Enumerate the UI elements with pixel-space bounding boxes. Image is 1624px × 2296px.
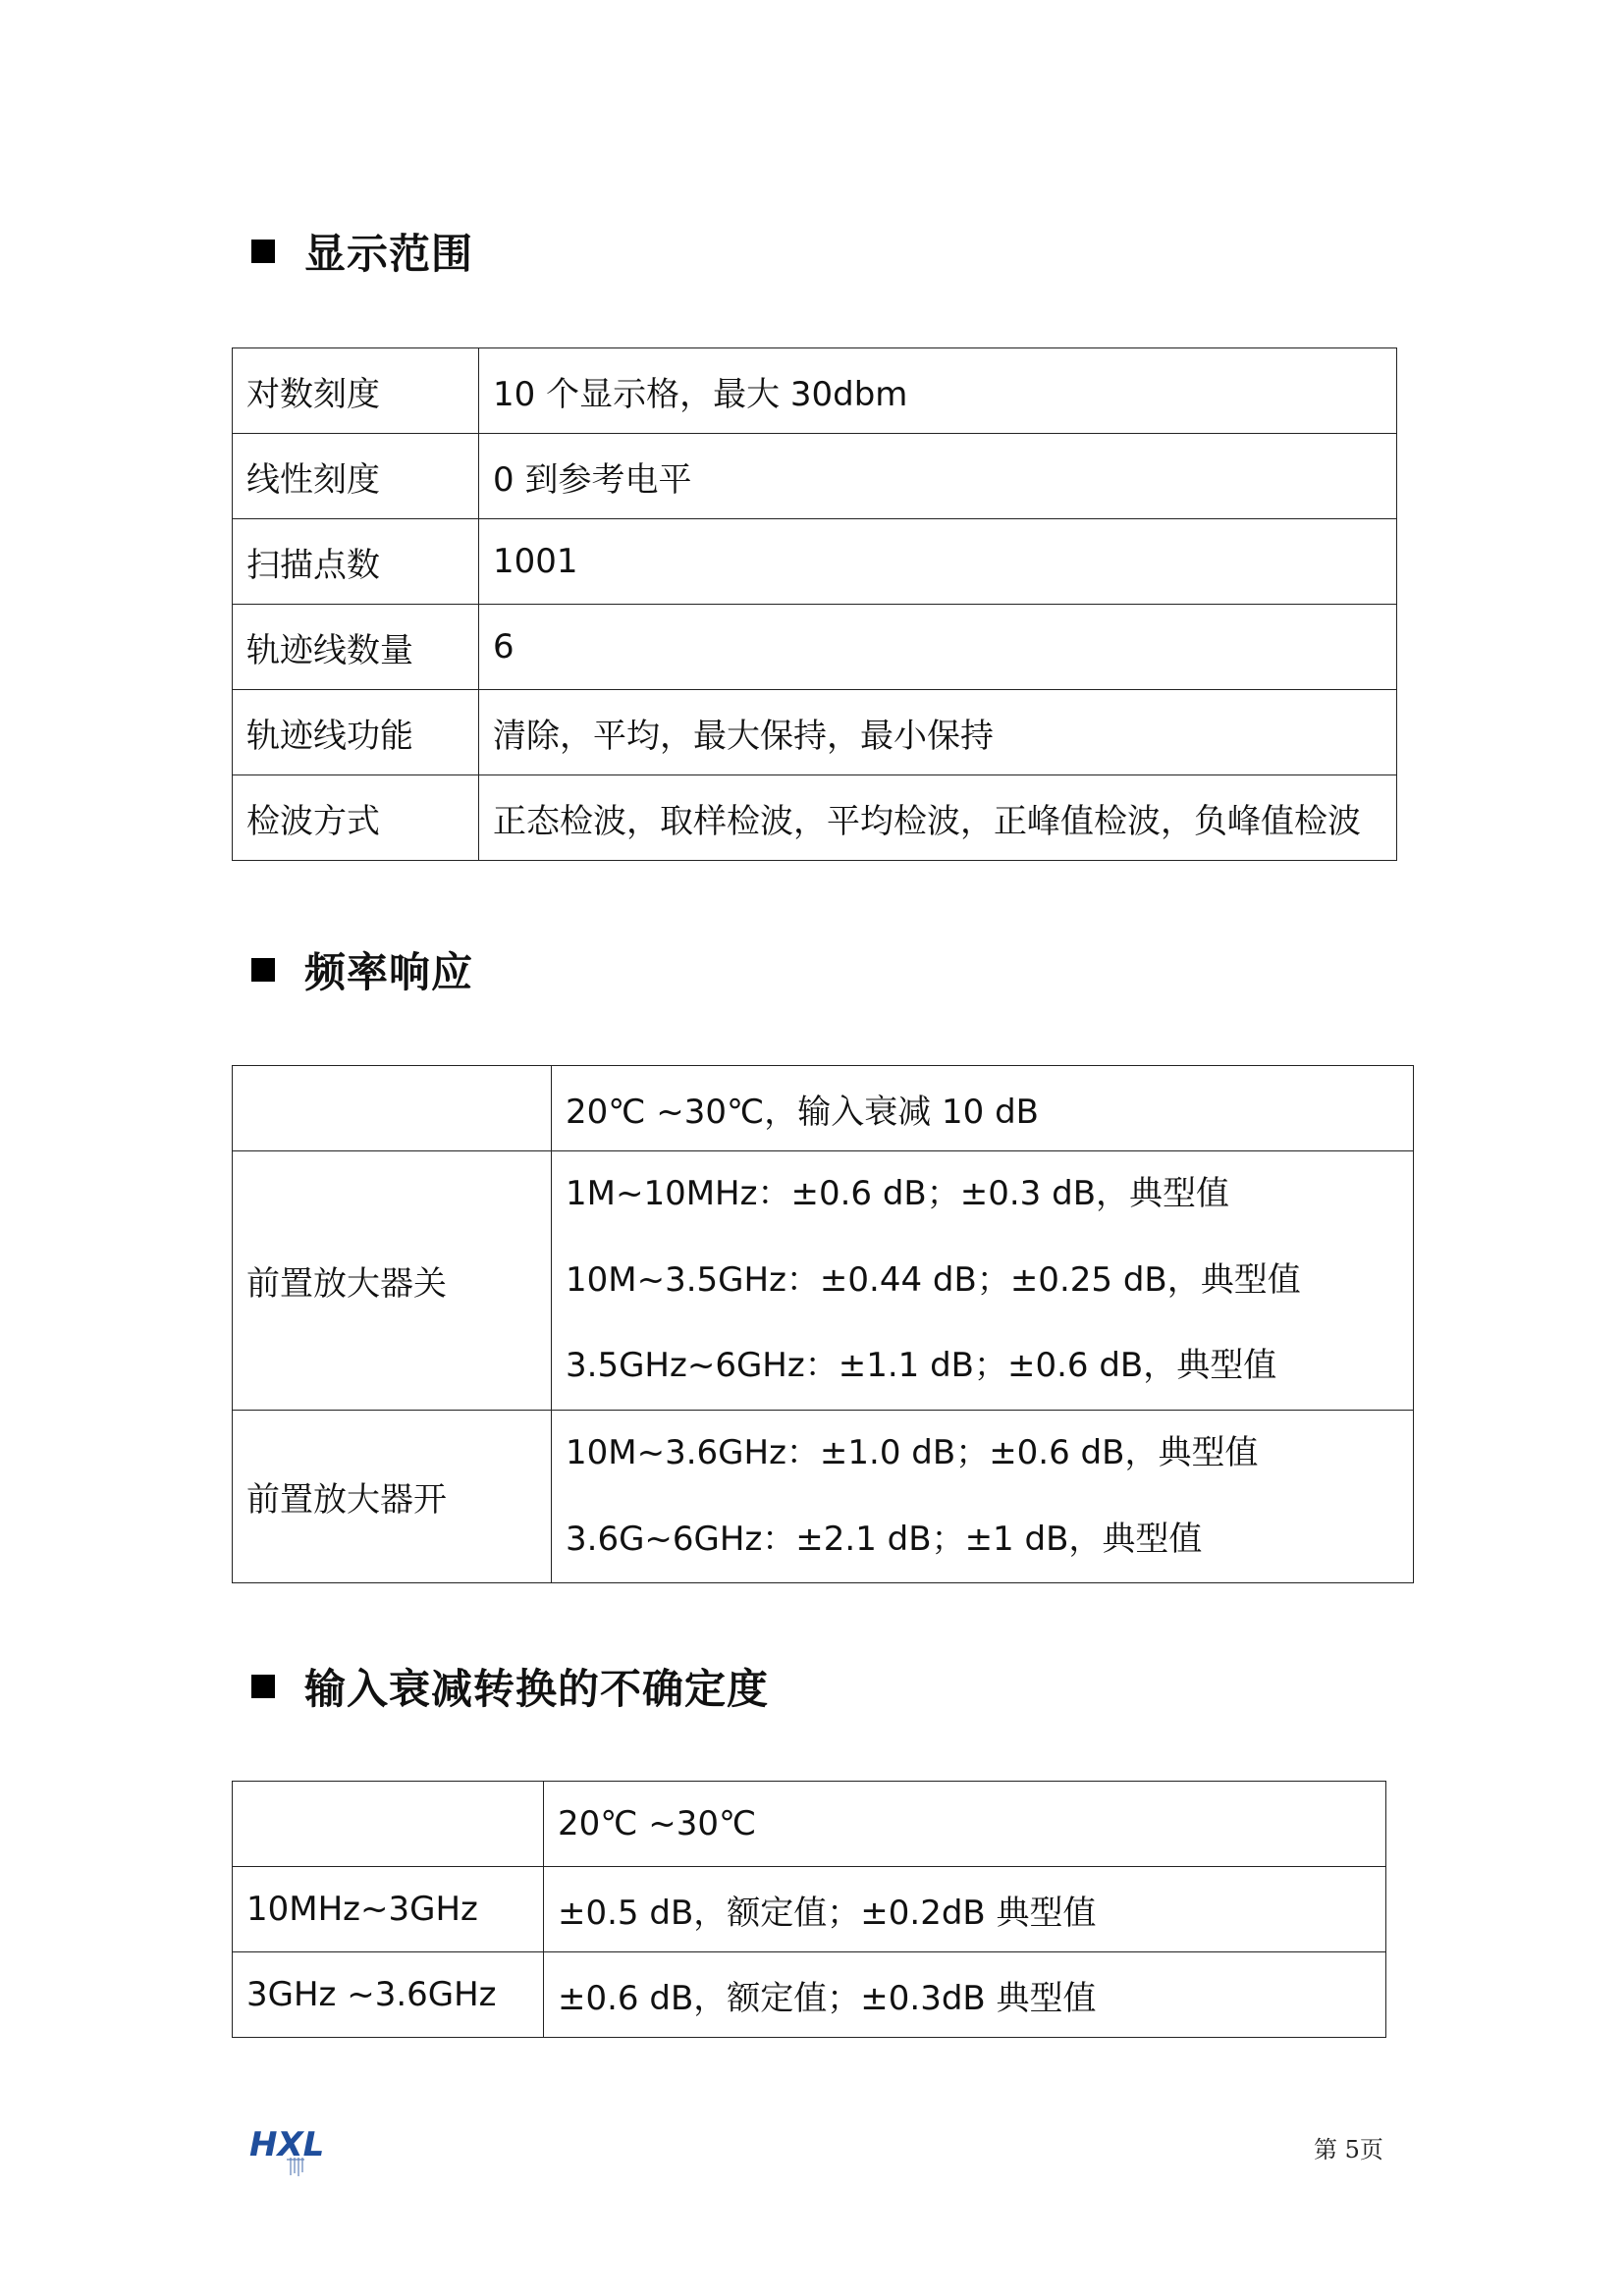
- table-row: [233, 1952, 1386, 2038]
- table-row: [233, 519, 1397, 605]
- spec-line: 10M~3.6GHz：±1.0 dB；±0.6 dB，典型值: [566, 1433, 1259, 1472]
- spec-line: 3.6G~6GHz：±2.1 dB；±1 dB，典型值: [566, 1519, 1203, 1559]
- row-value: 1001: [479, 519, 1397, 605]
- row-label: 前置放大器关: [233, 1151, 552, 1411]
- row-label: 线性刻度: [233, 434, 479, 519]
- row-label: 3GHz ~3.6GHz: [233, 1952, 544, 2038]
- row-label: 轨迹线数量: [233, 605, 479, 690]
- table-row: [233, 775, 1397, 861]
- table-row: [233, 690, 1397, 775]
- table-row: [233, 1867, 1386, 1952]
- section-title: 频率响应: [304, 948, 474, 996]
- display-range-table: [232, 347, 1397, 861]
- row-label: 10MHz~3GHz: [233, 1867, 544, 1952]
- table-row: [233, 348, 1397, 434]
- header-label: [233, 1782, 544, 1867]
- section-title: 输入衰减转换的不确定度: [304, 1665, 770, 1713]
- spec-line: 1M~10MHz：±0.6 dB；±0.3 dB，典型值: [566, 1174, 1230, 1214]
- row-value: 正态检波，取样检波，平均检波，正峰值检波，负峰值检波: [479, 775, 1397, 861]
- row-label: 扫描点数: [233, 519, 479, 605]
- square-bullet-icon: [251, 958, 275, 982]
- header-value: 20℃ ~30℃，输入衰减 10 dB: [552, 1066, 1414, 1151]
- header-value: 20℃ ~30℃: [544, 1782, 1386, 1867]
- frequency-response-table: [232, 1065, 1414, 1583]
- row-value: 10 个显示格，最大 30dbm: [479, 348, 1397, 434]
- table-row: [233, 605, 1397, 690]
- row-value: 0 到参考电平: [479, 434, 1397, 519]
- square-bullet-icon: [251, 240, 275, 263]
- row-value-lines: [552, 1411, 1414, 1583]
- page-number: 第 5页: [1314, 2136, 1383, 2163]
- row-label: 检波方式: [233, 775, 479, 861]
- section-heading-display-range: [251, 222, 473, 281]
- spec-line: 10M~3.5GHz：±0.44 dB；±0.25 dB，典型值: [566, 1259, 1301, 1300]
- row-value-lines: [552, 1151, 1414, 1411]
- table-header-row: [233, 1782, 1386, 1867]
- row-value: 清除，平均，最大保持，最小保持: [479, 690, 1397, 775]
- section-heading-attenuation-uncertainty: [251, 1657, 769, 1716]
- table-row: [233, 434, 1397, 519]
- section-title: 显示范围: [304, 230, 474, 278]
- row-label: 前置放大器开: [233, 1411, 552, 1583]
- spec-line: 3.5GHz~6GHz：±1.1 dB；±0.6 dB，典型值: [566, 1346, 1277, 1386]
- table-header-row: [233, 1066, 1414, 1151]
- row-label: 对数刻度: [233, 348, 479, 434]
- row-value: ±0.5 dB，额定值；±0.2dB 典型值: [544, 1867, 1386, 1952]
- table-row: [233, 1151, 1414, 1411]
- hxl-logo-icon: [247, 2120, 355, 2179]
- header-label: [233, 1066, 552, 1151]
- square-bullet-icon: [251, 1675, 275, 1698]
- svg-text:HXL: HXL: [249, 2125, 325, 2164]
- attenuation-uncertainty-table: [232, 1781, 1386, 2038]
- row-label: 轨迹线功能: [233, 690, 479, 775]
- row-value: 6: [479, 605, 1397, 690]
- table-row: [233, 1411, 1414, 1583]
- section-heading-frequency-response: [251, 940, 473, 999]
- row-value: ±0.6 dB，额定值；±0.3dB 典型值: [544, 1952, 1386, 2038]
